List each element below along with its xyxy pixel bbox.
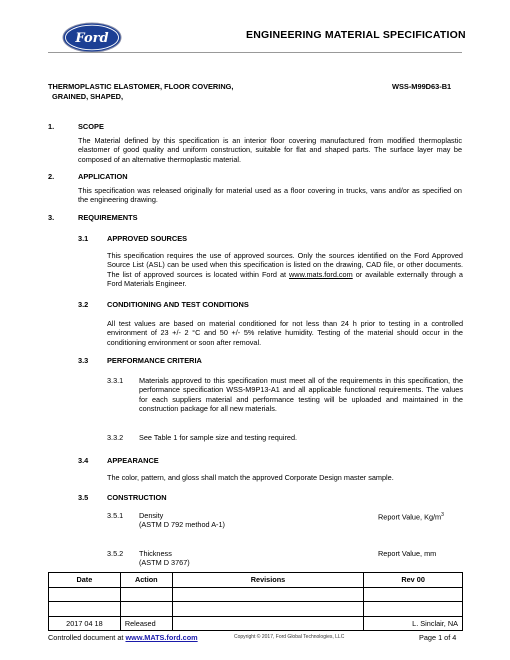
ford-logo	[62, 22, 122, 53]
item-number-3-5-2: 3.5.2	[107, 549, 124, 558]
scope-paragraph: The Material defined by this specification is an interior floor covering manufactured from modified thermoplastic elastomer of good quality and uniform construction, suitable for flat and shaped parts. The surface layer may be composed of an alternative thermoplastic material.	[78, 136, 462, 164]
section-number-scope: 1.	[48, 122, 55, 131]
revision-table-header	[49, 573, 463, 588]
mats-link[interactable]: www.mats.ford.com	[289, 269, 353, 279]
header-rev: Rev 00	[364, 573, 463, 588]
section-number-requirements: 3.	[48, 213, 55, 222]
footer-page-number: Page 1 of 4	[419, 633, 457, 642]
section-title-application: APPLICATION	[78, 172, 128, 181]
subsection-number-3-4: 3.4	[78, 456, 89, 465]
material-title-line1: THERMOPLASTIC ELASTOMER, FLOOR COVERING,	[48, 82, 234, 91]
header-date: Date	[49, 573, 121, 588]
footer-copyright: Copyright © 2017, Ford Global Technologies, LLC	[234, 634, 345, 640]
revision-date: 2017 04 18	[49, 616, 121, 631]
section-title-scope: SCOPE	[78, 122, 104, 131]
performance-item2-paragraph: See Table 1 for sample size and testing required.	[139, 433, 298, 442]
subsection-number-3-3: 3.3	[78, 356, 89, 365]
section-title-requirements: REQUIREMENTS	[78, 213, 138, 222]
thickness-method: (ASTM D 3767)	[139, 558, 190, 568]
revision-action: Released	[120, 616, 172, 631]
material-title	[48, 82, 233, 101]
item-number-3-3-1: 3.3.1	[107, 376, 124, 385]
header-revisions: Revisions	[172, 573, 363, 588]
density-value: Report Value, $Kg/m^3$	[378, 512, 444, 522]
material-title-line2: GRAINED, SHAPED,	[52, 91, 124, 101]
subsection-number-3-5: 3.5	[78, 493, 89, 502]
density-label: Density (ASTM D 792 method A-1)	[139, 511, 225, 530]
performance-item1-paragraph: Materials approved to this specification must meet all of the requirements in this specification, the performance specification WSS-M9P13-A1 and all applicable functional requirements. The values for each suppliers material and performance testing will be uploaded and maintained in the construction package for all new materials.	[139, 376, 463, 414]
item-number-3-5-1: 3.5.1	[107, 511, 124, 520]
density-method: (ASTM D 792 method A-1)	[139, 520, 225, 530]
footer-mats-link[interactable]: www.MATS.ford.com	[125, 633, 198, 642]
spec-code: WSS-M99D63-B1	[392, 82, 452, 91]
application-paragraph: This specification was released originally for material used as a floor covering in trucks, vans and/or as specified on the engineering drawing.	[78, 186, 462, 205]
revision-notes	[172, 616, 363, 631]
subsection-title-construction: CONSTRUCTION	[107, 493, 167, 502]
header-action: Action	[120, 573, 172, 588]
footer-controlled-document: Controlled document at www.MATS.ford.com	[48, 633, 198, 642]
header-divider	[48, 52, 462, 53]
table-row	[49, 587, 463, 602]
logo-text: Ford	[75, 31, 109, 46]
subsection-number-3-2: 3.2	[78, 300, 89, 309]
subsection-number-3-1: 3.1	[78, 234, 89, 243]
revision-table	[48, 572, 463, 631]
subsection-title-approved-sources: APPROVED SOURCES	[107, 234, 188, 243]
subsection-title-conditioning: CONDITIONING AND TEST CONDITIONS	[107, 300, 249, 309]
table-row	[49, 616, 463, 631]
appearance-paragraph: The color, pattern, and gloss shall match the approved Corporate Design master sample.	[107, 473, 394, 482]
revision-author: L. Sinclair, NA	[364, 616, 463, 631]
subsection-title-appearance: APPEARANCE	[107, 456, 159, 465]
conditioning-paragraph: All test values are based on material conditioned for not less than 24 h prior to testing in a controlled environment of 23 +/- 2 °C and 50 +/- 5% relative humidity. Testing of the material should occur in the conditioning environment or soon after removal.	[107, 319, 463, 347]
subsection-title-performance: PERFORMANCE CRITERIA	[107, 356, 202, 365]
thickness-label: Thickness (ASTM D 3767)	[139, 549, 190, 568]
document-title: ENGINEERING MATERIAL SPECIFICATION	[246, 29, 466, 41]
section-number-application: 2.	[48, 172, 55, 181]
item-number-3-3-2: 3.3.2	[107, 433, 124, 442]
approved-sources-paragraph: This specification requires the use of approved sources. Only the sources identified on the Ford Approved Source List (ASL) can be used when this specification is listed on the drawing, CAD file, or other documents. The list of approved sources is located within Ford at www.mats.ford.com or available externally through a Ford Materials Engineer.	[107, 251, 463, 289]
table-row	[49, 602, 463, 617]
thickness-value: Report Value, mm	[378, 549, 437, 558]
